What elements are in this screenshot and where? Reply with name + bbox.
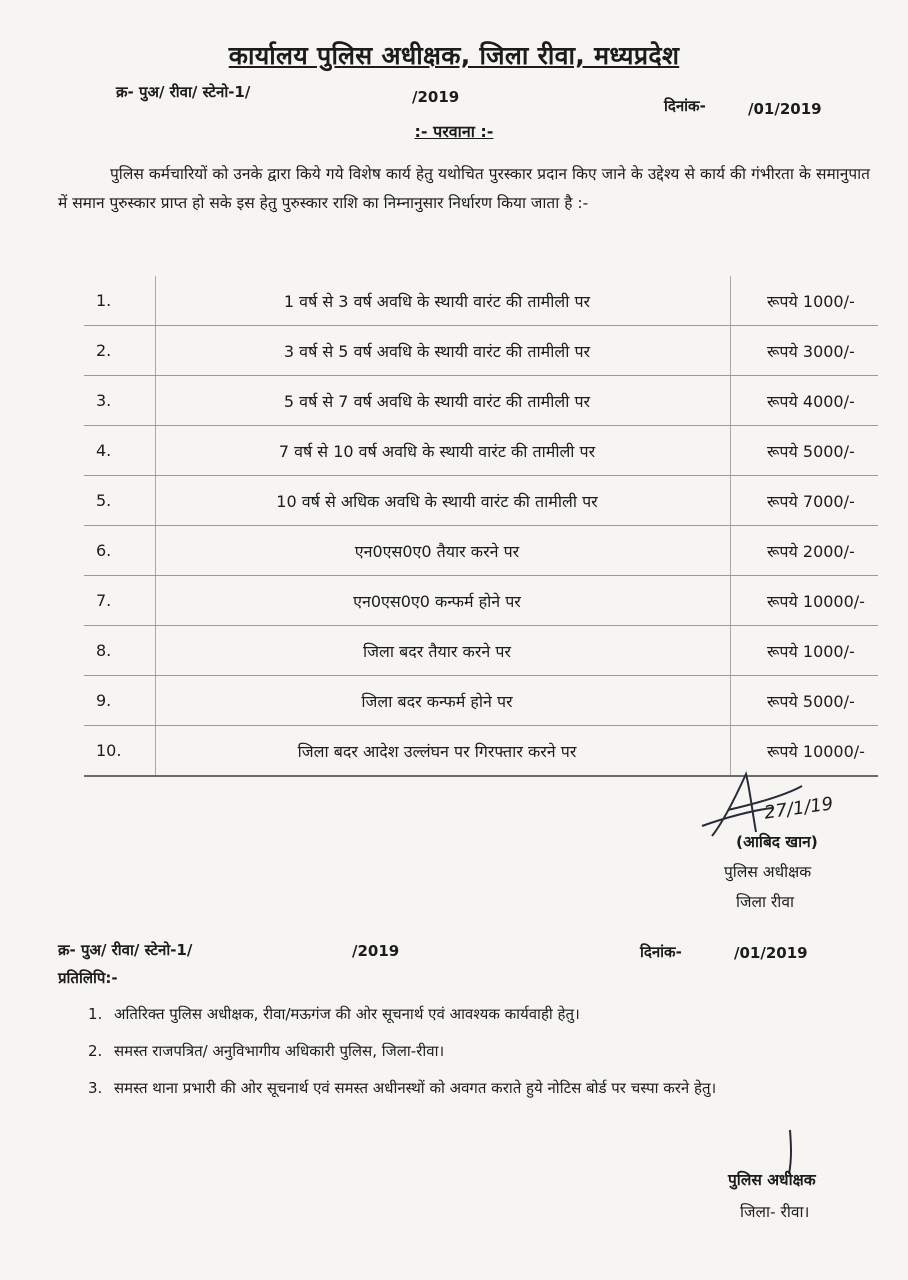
list-item: 1. अतिरिक्त पुलिस अधीक्षक, रीवा/मऊगंज की ओर सूचनार्थ एवं आवश्यक कार्यवाही हेतु। xyxy=(88,1005,580,1023)
table-row xyxy=(84,376,878,426)
reward-serial: 8. xyxy=(84,626,156,676)
intro-paragraph: पुलिस कर्मचारियों को उनके द्वारा किये गये विशेष कार्य हेतु यथोचित पुरस्कार प्रदान किए जाने के उद्देश्य से कार्य की गंभीरता के समानुपात में समान पुरुस्कार प्राप्त हो सके इस हेतु पुरुस्कार राशि का निम्नानुसार निर्धारण किया जाता है :- xyxy=(58,165,870,212)
date-value: /01/2019 xyxy=(748,100,822,118)
table-row xyxy=(84,426,878,476)
signatory-name: (आबिद खान) xyxy=(736,833,818,851)
table-row xyxy=(84,326,878,376)
reward-description: 3 वर्ष से 5 वर्ष अवधि के स्थायी वारंट की तामीली पर xyxy=(156,326,731,376)
reward-description: 1 वर्ष से 3 वर्ष अवधि के स्थायी वारंट की तामीली पर xyxy=(156,276,731,326)
table-row xyxy=(84,276,878,326)
footer-designation: पुलिस अधीक्षक xyxy=(728,1171,816,1189)
reward-description: जिला बदर आदेश उल्लंघन पर गिरफ्तार करने पर xyxy=(156,726,731,777)
reward-amount: रूपये 7000/- xyxy=(731,476,879,526)
footer-district: जिला- रीवा। xyxy=(740,1203,810,1221)
signatory-district: जिला रीवा xyxy=(736,893,794,911)
copy-reference-number: क्र- पुअ/ रीवा/ स्टेनो-1/ xyxy=(58,941,193,959)
reward-serial: 3. xyxy=(84,376,156,426)
reward-amount: रूपये 3000/- xyxy=(731,326,879,376)
reward-serial: 1. xyxy=(84,276,156,326)
copy-recipient-list xyxy=(88,1000,878,1111)
table-row xyxy=(84,676,878,726)
signatory-designation: पुलिस अधीक्षक xyxy=(724,863,812,881)
office-title: कार्यालय पुलिस अधीक्षक, जिला रीवा, मध्यप्रदेश xyxy=(228,41,680,70)
reward-serial: 6. xyxy=(84,526,156,576)
reward-description: 7 वर्ष से 10 वर्ष अवधि के स्थायी वारंट की तामीली पर xyxy=(156,426,731,476)
reward-amount: रूपये 1000/- xyxy=(731,626,879,676)
reward-description: एन0एस0ए0 तैयार करने पर xyxy=(156,526,731,576)
copy-heading: प्रतिलिपि:- xyxy=(58,969,118,987)
table-row xyxy=(84,576,878,626)
reward-description: एन0एस0ए0 कन्फर्म होने पर xyxy=(156,576,731,626)
reward-amount: रूपये 4000/- xyxy=(731,376,879,426)
reward-description: जिला बदर कन्फर्म होने पर xyxy=(156,676,731,726)
copy-date-label: दिनांक- xyxy=(640,943,682,961)
list-item: 2. समस्त राजपत्रित/ अनुविभागीय अधिकारी पुलिस, जिला-रीवा। xyxy=(88,1042,445,1060)
reward-amount: रूपये 10000/- xyxy=(731,726,879,777)
reference-year: /2019 xyxy=(412,88,460,106)
reward-amount: रूपये 5000/- xyxy=(731,676,879,726)
list-item: 3. समस्त थाना प्रभारी की ओर सूचनार्थ एवं समस्त अधीनस्थों को अवगत कराते हुये नोटिस बोर्ड पर चस्पा करने हेतु। xyxy=(88,1079,717,1097)
date-label: दिनांक- xyxy=(664,97,706,115)
table-row xyxy=(84,476,878,526)
reward-amount: रूपये 2000/- xyxy=(731,526,879,576)
reward-description: जिला बदर तैयार करने पर xyxy=(156,626,731,676)
order-heading: :- परवाना :- xyxy=(414,122,494,141)
table-row xyxy=(84,526,878,576)
rewards-table xyxy=(84,276,878,777)
reward-description: 10 वर्ष से अधिक अवधि के स्थायी वारंट की तामीली पर xyxy=(156,476,731,526)
reward-serial: 9. xyxy=(84,676,156,726)
reward-serial: 5. xyxy=(84,476,156,526)
table-row xyxy=(84,626,878,676)
signature-date: 27/1/19 xyxy=(762,793,835,824)
reference-number: क्र- पुअ/ रीवा/ स्टेनो-1/ xyxy=(116,83,251,101)
reward-amount: रूपये 1000/- xyxy=(731,276,879,326)
reward-amount: रूपये 5000/- xyxy=(731,426,879,476)
reward-description: 5 वर्ष से 7 वर्ष अवधि के स्थायी वारंट की तामीली पर xyxy=(156,376,731,426)
reward-serial: 2. xyxy=(84,326,156,376)
reward-amount: रूपये 10000/- xyxy=(731,576,879,626)
copy-date-value: /01/2019 xyxy=(734,944,808,962)
reward-serial: 10. xyxy=(84,726,156,777)
copy-reference-year: /2019 xyxy=(352,942,400,960)
reward-serial: 7. xyxy=(84,576,156,626)
reward-serial: 4. xyxy=(84,426,156,476)
